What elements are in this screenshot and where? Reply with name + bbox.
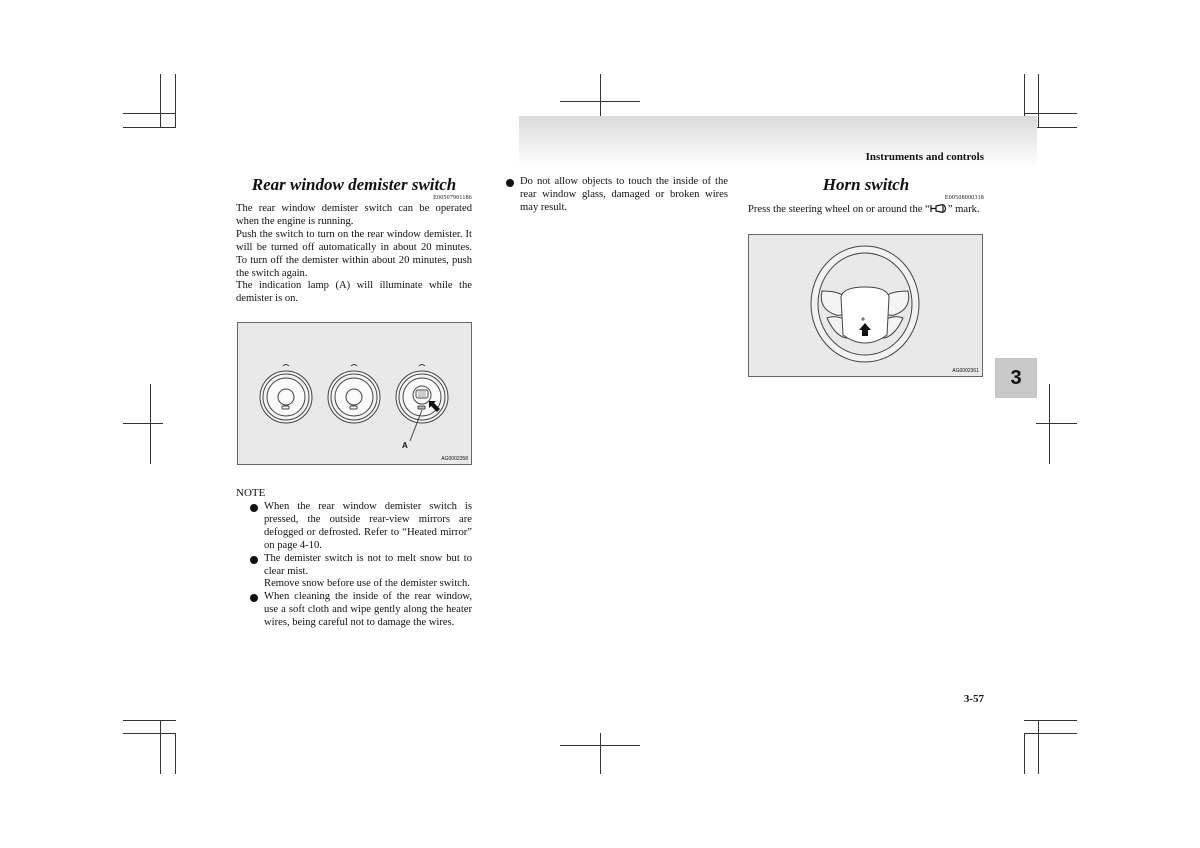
horn-icon: [930, 204, 948, 213]
registration-mark: [600, 733, 601, 774]
bullet-icon: [506, 179, 514, 187]
note-item: [236, 591, 472, 630]
bullet-icon: [250, 504, 258, 512]
bullet-icon: [250, 556, 258, 564]
horn-description: [748, 204, 988, 217]
figure-code: AG0002361: [952, 368, 979, 374]
knob-right: [396, 365, 448, 424]
caution-list: [492, 176, 728, 215]
note-text: When the rear window demister switch is pressed, the outside rear-view mirrors are defogged or defrosted. Refer to “Heated mirror” on page 4-10.: [264, 501, 472, 551]
note-text: When cleaning the inside of the rear window, use a soft cloth and wipe gently along the heater wires, being careful not to damage the wires.: [264, 591, 472, 629]
crop-mark: [1024, 720, 1077, 721]
crop-mark: [123, 127, 176, 128]
caution-item: [492, 176, 728, 215]
registration-mark: [123, 423, 163, 424]
crop-mark: [123, 733, 176, 734]
registration-mark: [1036, 423, 1077, 424]
horn-text-before: Press the steering wheel on or around the “: [748, 204, 930, 215]
registration-mark: [560, 745, 640, 746]
registration-mark: [560, 101, 640, 102]
crop-mark: [160, 720, 161, 774]
crop-mark: [1024, 733, 1077, 734]
rear-demister-heading: Rear window demister switch: [251, 175, 457, 194]
note-text: The demister switch is not to melt snow but to clear mist.: [264, 552, 472, 577]
caution-text: Do not allow objects to touch the inside of the rear window glass, damaged or broken wires may result.: [520, 176, 728, 213]
horn-code: E00508000318: [944, 195, 984, 201]
steering-wheel-figure: [748, 234, 983, 377]
note-label: NOTE: [236, 487, 266, 499]
rear-demister-code: E00507901186: [433, 195, 472, 201]
note-text: Remove snow before use of the demister switch.: [264, 578, 470, 590]
crop-mark: [123, 720, 176, 721]
paragraph: The rear window demister switch can be operated when the engine is running.: [236, 203, 472, 227]
horn-text-after: ” mark.: [947, 204, 980, 215]
note-list: [236, 501, 472, 630]
section-title: Instruments and controls: [865, 151, 984, 163]
crop-mark: [1024, 733, 1025, 774]
paragraph: The indication lamp (A) will illuminate while the demister is on.: [236, 280, 472, 305]
crop-mark: [123, 113, 176, 114]
crop-mark: [1038, 74, 1039, 128]
paragraph: Push the switch to turn on the rear window demister. It will be turned off automatically in about 20 minutes. To turn off the demister within about 20 minutes, push the switch again.: [236, 228, 472, 279]
knob-middle: [328, 365, 380, 424]
crop-mark: [175, 74, 176, 128]
figure-code: AG0002358: [441, 456, 468, 462]
page-number: 3-57: [963, 693, 984, 705]
registration-mark: [1049, 384, 1050, 464]
callout-label-a: A: [402, 441, 408, 450]
crop-mark: [175, 733, 176, 774]
demister-switch-figure: [237, 322, 472, 465]
horn-heading: Horn switch: [822, 175, 910, 194]
bullet-icon: [250, 594, 258, 602]
crop-mark: [1038, 720, 1039, 774]
registration-mark: [150, 384, 151, 464]
steering-wheel-illustration: [749, 235, 982, 376]
demister-switch-illustration: [238, 323, 471, 464]
chapter-tab: 3: [995, 358, 1037, 398]
rear-demister-description: [236, 203, 472, 306]
note-item: [236, 501, 472, 553]
crop-mark: [160, 74, 161, 128]
crop-mark: [1024, 113, 1077, 114]
note-item: [236, 553, 472, 592]
knob-left: [260, 365, 312, 424]
